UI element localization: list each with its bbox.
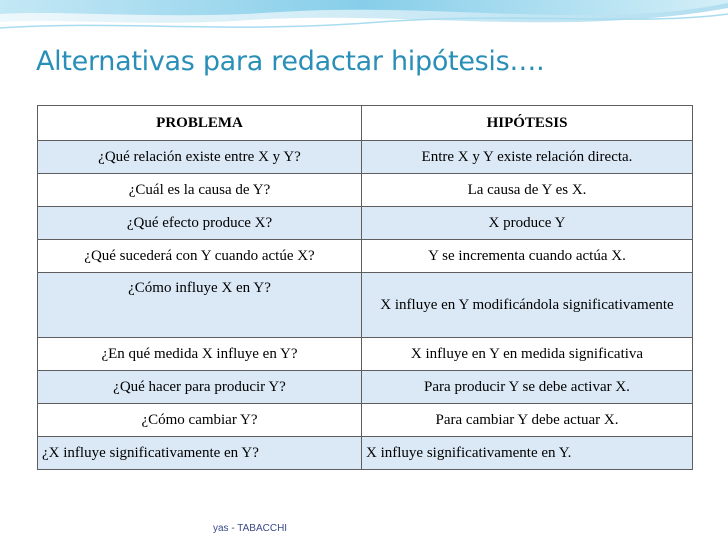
table-row — [38, 273, 693, 338]
table-row — [38, 404, 693, 437]
hipotesis-cell: Para producir Y se debe activar X. — [362, 371, 693, 404]
slide-title: Alternativas para redactar hipótesis…. — [36, 46, 545, 77]
table-row — [38, 174, 693, 207]
problema-cell: ¿En qué medida X influye en Y? — [38, 338, 362, 371]
problema-cell: ¿Qué efecto produce X? — [38, 207, 362, 240]
table-row — [38, 207, 693, 240]
table-row — [38, 371, 693, 404]
hipotesis-cell: X influye significativamente en Y. — [362, 437, 693, 470]
hypothesis-table — [37, 105, 693, 470]
problema-cell: ¿Cuál es la causa de Y? — [38, 174, 362, 207]
hipotesis-cell: La causa de Y es X. — [362, 174, 693, 207]
problema-cell: ¿Qué relación existe entre X y Y? — [38, 141, 362, 174]
table-row — [38, 338, 693, 371]
hipotesis-cell: X influye en Y modificándola significativamente — [362, 273, 693, 338]
hipotesis-cell: Para cambiar Y debe actuar X. — [362, 404, 693, 437]
hipotesis-cell: Entre X y Y existe relación directa. — [362, 141, 693, 174]
table-row — [38, 240, 693, 273]
table-row — [38, 437, 693, 470]
header-hipotesis: HIPÓTESIS — [362, 106, 693, 141]
problema-cell: ¿Qué sucederá con Y cuando actúe X? — [38, 240, 362, 273]
slide-footer: yas - TABACCHI — [213, 523, 288, 534]
header-problema: PROBLEMA — [38, 106, 362, 141]
problema-cell: ¿Cómo influye X en Y? — [38, 273, 362, 338]
problema-cell: ¿Cómo cambiar Y? — [38, 404, 362, 437]
problema-cell: ¿Qué hacer para producir Y? — [38, 371, 362, 404]
hipotesis-cell: X influye en Y en medida significativa — [362, 338, 693, 371]
hipotesis-cell: X produce Y — [362, 207, 693, 240]
hipotesis-cell: Y se incrementa cuando actúa X. — [362, 240, 693, 273]
table-row — [38, 141, 693, 174]
table-header-row — [38, 106, 693, 141]
problema-cell: ¿X influye significativamente en Y? — [38, 437, 362, 470]
